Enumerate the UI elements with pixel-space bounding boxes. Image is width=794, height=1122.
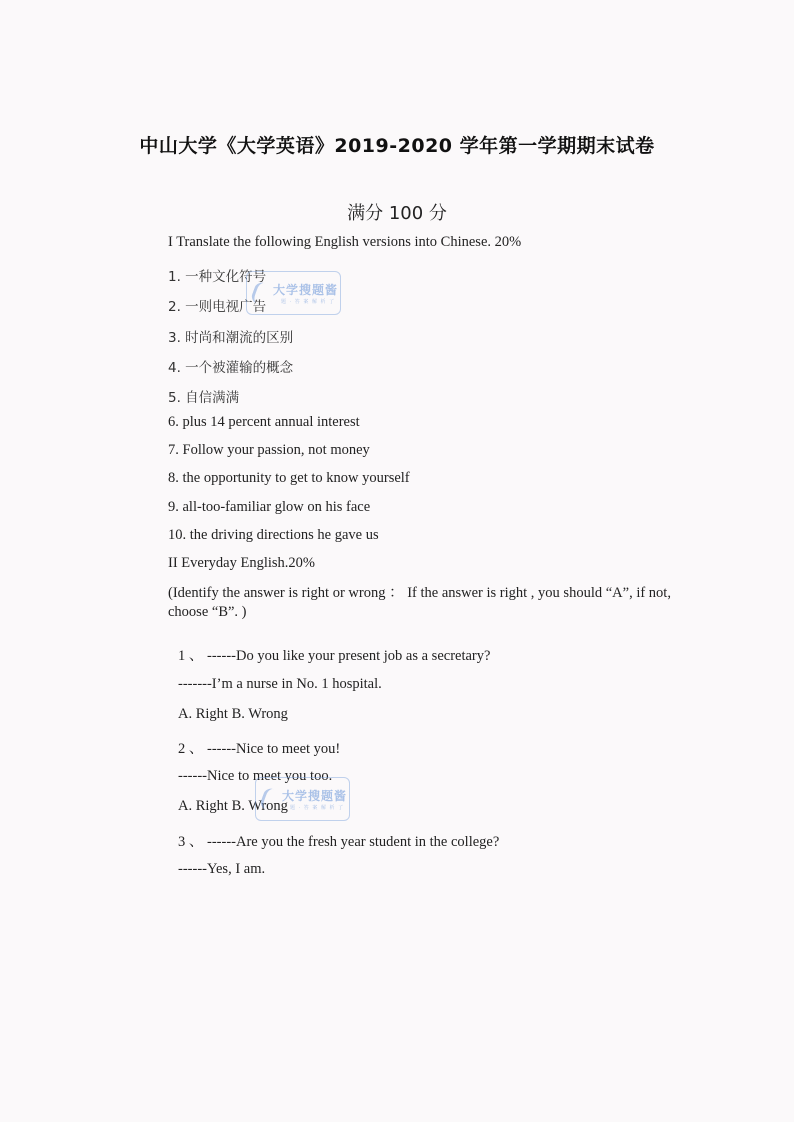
full-score-label: 满分 100 分	[347, 203, 447, 224]
logo-icon	[250, 280, 270, 305]
translation-item: 10. the driving directions he gave us	[168, 527, 379, 543]
question-options: A. Right B. Wrong	[178, 706, 288, 722]
question-answer: ------Yes, I am.	[178, 861, 266, 877]
question-answer: -------I’m a nurse in No. 1 hospital.	[178, 676, 382, 692]
watermark-stamp	[255, 777, 350, 821]
translation-item: 5. 自信满满	[168, 390, 240, 406]
translation-item: 6. plus 14 percent annual interest	[168, 414, 360, 430]
translation-item: 9. all-too-familiar glow on his face	[168, 499, 371, 515]
watermark-subtext: 题 · 答 案 解 析 了	[281, 299, 336, 305]
watermark-subtext: 题 · 答 案 解 析 了	[290, 805, 345, 811]
question-options: A. Right B. Wrong	[178, 798, 288, 814]
logo-icon	[259, 786, 279, 811]
watermark-text: 大学搜题酱	[273, 283, 339, 297]
translation-item: 2. 一则电视广告	[168, 299, 267, 315]
translation-item: 4. 一个被灌输的概念	[168, 360, 294, 376]
page-title: 中山大学《大学英语》2019-2020 学年第一学期期末试卷	[139, 135, 655, 157]
translation-item: 3. 时尚和潮流的区别	[168, 330, 294, 346]
question-answer: ------Nice to meet you too.	[178, 768, 333, 784]
question-prompt: 1 、 ------Do you like your present job as a secretary?	[178, 648, 491, 664]
translation-item: 8. the opportunity to get to know yourself	[168, 470, 410, 486]
section2-instructions: (Identify the answer is right or wrong ： If the answer is right , you should “A”, if not, choose “B”. )	[168, 585, 671, 620]
question-prompt: 2 、 ------Nice to meet you!	[178, 741, 341, 757]
watermark-text: 大学搜题酱	[282, 789, 348, 803]
question-prompt: 3 、 ------Are you the fresh year student in the college?	[178, 834, 500, 850]
watermark-stamp	[246, 271, 341, 315]
section2-heading: II Everyday English.20%	[168, 555, 315, 571]
section1-heading: I Translate the following English versions into Chinese. 20%	[168, 234, 522, 250]
translation-item: 1. 一种文化符号	[168, 269, 267, 285]
translation-item: 7. Follow your passion, not money	[168, 442, 370, 458]
